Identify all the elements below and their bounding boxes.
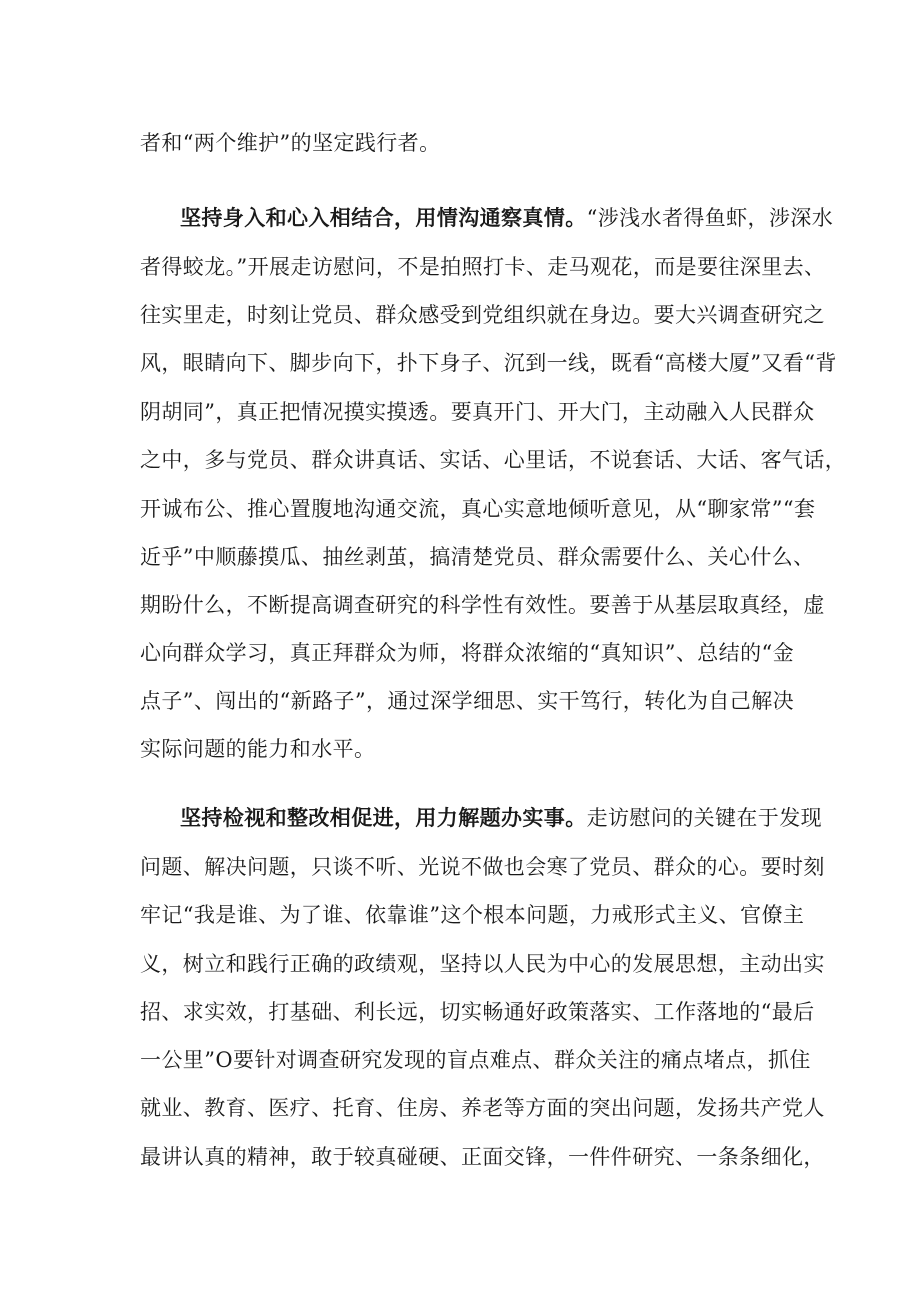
text-line (140, 300, 825, 330)
text-line (140, 949, 825, 979)
text-line (140, 445, 846, 475)
text-line (140, 734, 375, 764)
paragraph-text: 走访慰问的关键在于发现 (586, 806, 823, 830)
text-line (140, 252, 825, 282)
paragraph-text: 心向群众学习，真正拜群众为师，将群众浓缩的“真知识”、总结的“金 (140, 641, 795, 665)
paragraph-text: 风，眼睛向下、脚步向下，扑下身子、沉到一线，既看“高楼大厦”又看“背 (140, 351, 837, 375)
text-line (180, 803, 822, 833)
text-line (140, 348, 837, 378)
text-line (140, 494, 815, 524)
text-line (140, 542, 815, 572)
text-line (140, 1045, 811, 1075)
text-line (140, 1093, 825, 1123)
text-line (140, 686, 794, 716)
paragraph-text: 之中，多与党员、群众讲真话、实话、心里话，不说套话、大话、客气话， (140, 448, 847, 472)
paragraph-text: 最讲认真的精神，敢于较真碰硬、正面交锋，一件件研究、一条条细化， (140, 1145, 825, 1169)
paragraph-text: 阴胡同”，真正把情况摸实摸透。要真开门、开大门，主动融入人民群众 (140, 400, 815, 424)
text-line (140, 852, 825, 882)
paragraph-heading: 坚持身入和心入相结合，用情沟通察真情。 (180, 205, 587, 230)
paragraph-text: 牢记“我是谁、为了谁、依靠谁”这个根本问题，力戒形式主义、官僚主 (140, 903, 805, 927)
text-line (180, 203, 833, 233)
text-line (140, 590, 825, 620)
paragraph-text: 往实里走，时刻让党员、群众感受到党组织就在身边。要大兴调查研究之 (140, 303, 825, 327)
paragraph-text: 就业、教育、医疗、托育、住房、养老等方面的突出问题，发扬共产党人 (140, 1096, 825, 1120)
paragraph-text: 问题、解决问题，只谈不听、光说不做也会寒了党员、群众的心。要时刻 (140, 855, 825, 879)
text-line (140, 997, 815, 1027)
paragraph-text: 一公里”O要针对调查研究发现的盲点难点、群众关注的痛点堵点，抓住 (140, 1048, 811, 1072)
text-line (140, 397, 815, 427)
paragraph-text: 开诚布公、推心置腹地沟通交流，真心实意地倾听意见，从“聊家常”“套 (140, 497, 816, 521)
paragraph-text: 点子”、闯出的“新路子”，通过深学细思、实干笃行，转化为自己解决 (140, 689, 795, 713)
paragraph-text: 近乎”中顺藤摸瓜、抽丝剥茧，搞清楚党员、群众需要什么、关心什么、 (140, 545, 815, 569)
text-line (140, 638, 794, 668)
paragraph-text: 实际问题的能力和水平。 (140, 737, 376, 761)
text-line (140, 128, 440, 158)
paragraph-text: 义，树立和践行正确的政绩观，坚持以人民为中心的发展思想，主动出实 (140, 952, 825, 976)
paragraph-text: 招、求实效，打基础、利长远，切实畅通好政策落实、工作落地的“最后 (140, 1000, 815, 1024)
text-line (140, 1142, 825, 1172)
paragraph-text: 期盼什么，不断提高调查研究的科学性有效性。要善于从基层取真经，虚 (140, 593, 825, 617)
text-line (140, 900, 804, 930)
paragraph-text: “涉浅水者得鱼虾，涉深水 (586, 206, 834, 230)
paragraph-heading: 坚持检视和整改相促进，用力解题办实事。 (180, 805, 587, 830)
paragraph-text: 者得蛟龙。”开展走访慰问，不是拍照打卡、走马观花，而是要往深里去、 (140, 255, 826, 279)
paragraph-text: 者和“两个维护”的坚定践行者。 (140, 131, 441, 155)
